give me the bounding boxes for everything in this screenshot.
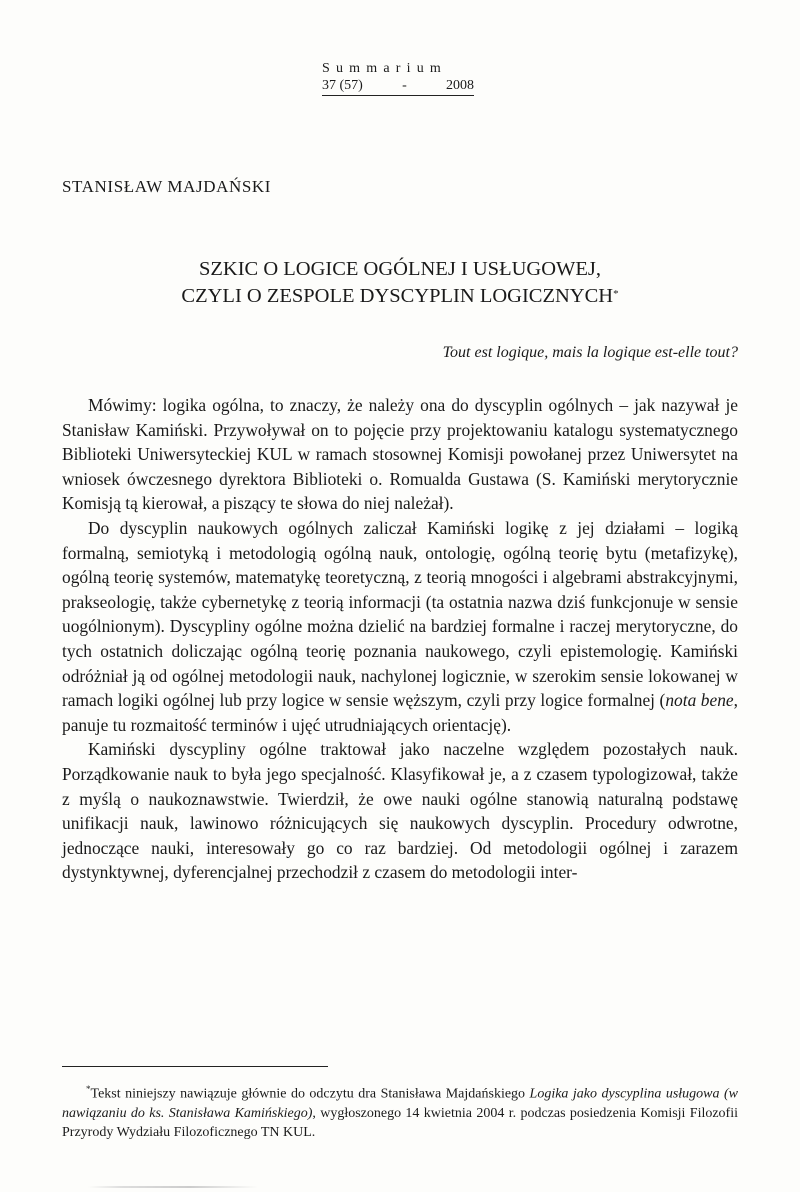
article-body [62, 393, 738, 885]
footnote-italic-title: Logika jako dyscyplina usługowa (w nawiązaniu do ks. Stanisława Kamińskiego) [62, 1086, 738, 1121]
paragraph-1 [62, 393, 738, 516]
journal-dash: - [402, 78, 407, 93]
paragraph-3 [62, 737, 738, 885]
author-name: STANISŁAW MAJDAŃSKI [62, 177, 272, 196]
scan-artifact [88, 1186, 258, 1188]
journal-header [322, 60, 474, 96]
paragraph-2-text-b: , panuje tu rozmaitość terminów i ujęć utrudniających orientację). [62, 690, 738, 735]
footnote-mark: * [86, 1084, 91, 1094]
motto: Tout est logique, mais la logique est-elle tout? [442, 344, 738, 361]
paragraph-2 [62, 516, 738, 737]
title-line-1: SZKIC O LOGICE OGÓLNEJ I USŁUGOWEJ, [199, 258, 601, 280]
journal-issue [322, 77, 474, 96]
footnote-text-a: Tekst niniejszy nawiązuje głównie do odczytu dra Stanisława Majdańskiego [90, 1086, 530, 1102]
paragraph-3-text: Kamiński dyscypliny ogólne traktował jako naczelne względem pozostałych nauk. Porządkowanie nauk to była jego specjalność. Klasyfikował je, a z czasem typologizował, także z myślą o naukoznawstwie. Twierdził, że owe nauki ogólne stanowią naturalną podstawę unifikacji nauk, lawinowo różnicujących się naukowych dyscyplin. Procedury odwrotne, jednoczące nauki, interesowały go co raz bardziej. Od metodologii ogólnej i zarazem dystynktywnej, dyferencjalnej przechodził z czasem do metodologii inter- [62, 739, 738, 883]
title-line-2-text: CZYLI O ZESPOLE DYSCYPLIN LOGICZNYCH [181, 285, 614, 307]
footnote [62, 1080, 738, 1142]
journal-volume: 37 (57) [322, 78, 363, 93]
footnote-text-b: , wygłoszonego 14 kwietnia 2004 r. podczas posiedzenia Komisji Filozofii Przyrody Wydziału Filozoficznego TN KUL. [62, 1105, 739, 1140]
paragraph-2-text-a: Do dyscyplin naukowych ogólnych zaliczał Kamiński logikę z jej działami – logiką formalną, semiotyką i metodologią ogólną nauk, ontologię, ogólną teorię bytu (metafizykę), ogólną teorię systemów, matematykę teoretyczną, z teorią mnogości i algebrami abstrakcyjnymi, prakseologię, także cybernetykę z teorią informacji (ta ostatnia nazwa dziś funkcjonuje w sensie uogólnionym). Dyscypliny ogólne można dzielić na bardziej formalne i raczej merytoryczne, do tych ostatnich doliczając ogólną teorię poznania naukowego, czyli epistemologię. Kamiński odróżniał ją od ogólnej metodologii nauk, nachylonej logicznie, w szerokim sensie lokowanej w ramach logiki ogólnej lub przy logice w sensie węższym, czyli przy logice formalnej ( [62, 517, 738, 711]
journal-name: Summarium [322, 61, 448, 76]
title-footnote-mark[interactable]: * [613, 288, 619, 300]
footnote-divider [62, 1066, 328, 1067]
journal-year: 2008 [446, 78, 474, 93]
paragraph-2-italic: nota bene [665, 690, 734, 711]
paragraph-1-text: Mówimy: logika ogólna, to znaczy, że należy ona do dyscyplin ogólnych – jak nazywał je Stanisław Kamiński. Przywoływał on to pojęcie przy projektowaniu katalogu systematycznego Biblioteki Uniwersyteckiej KUL w ramach stosownej Komisji powołanej przez Uniwersytet na wniosek ówczesnego dyrektora Biblioteki o. Romualda Gustawa (S. Kamiński merytorycznie Komisją tą kierował, a piszący te słowa do niej należał). [62, 395, 738, 514]
title-line-2 [62, 283, 738, 310]
article-title [62, 256, 738, 310]
